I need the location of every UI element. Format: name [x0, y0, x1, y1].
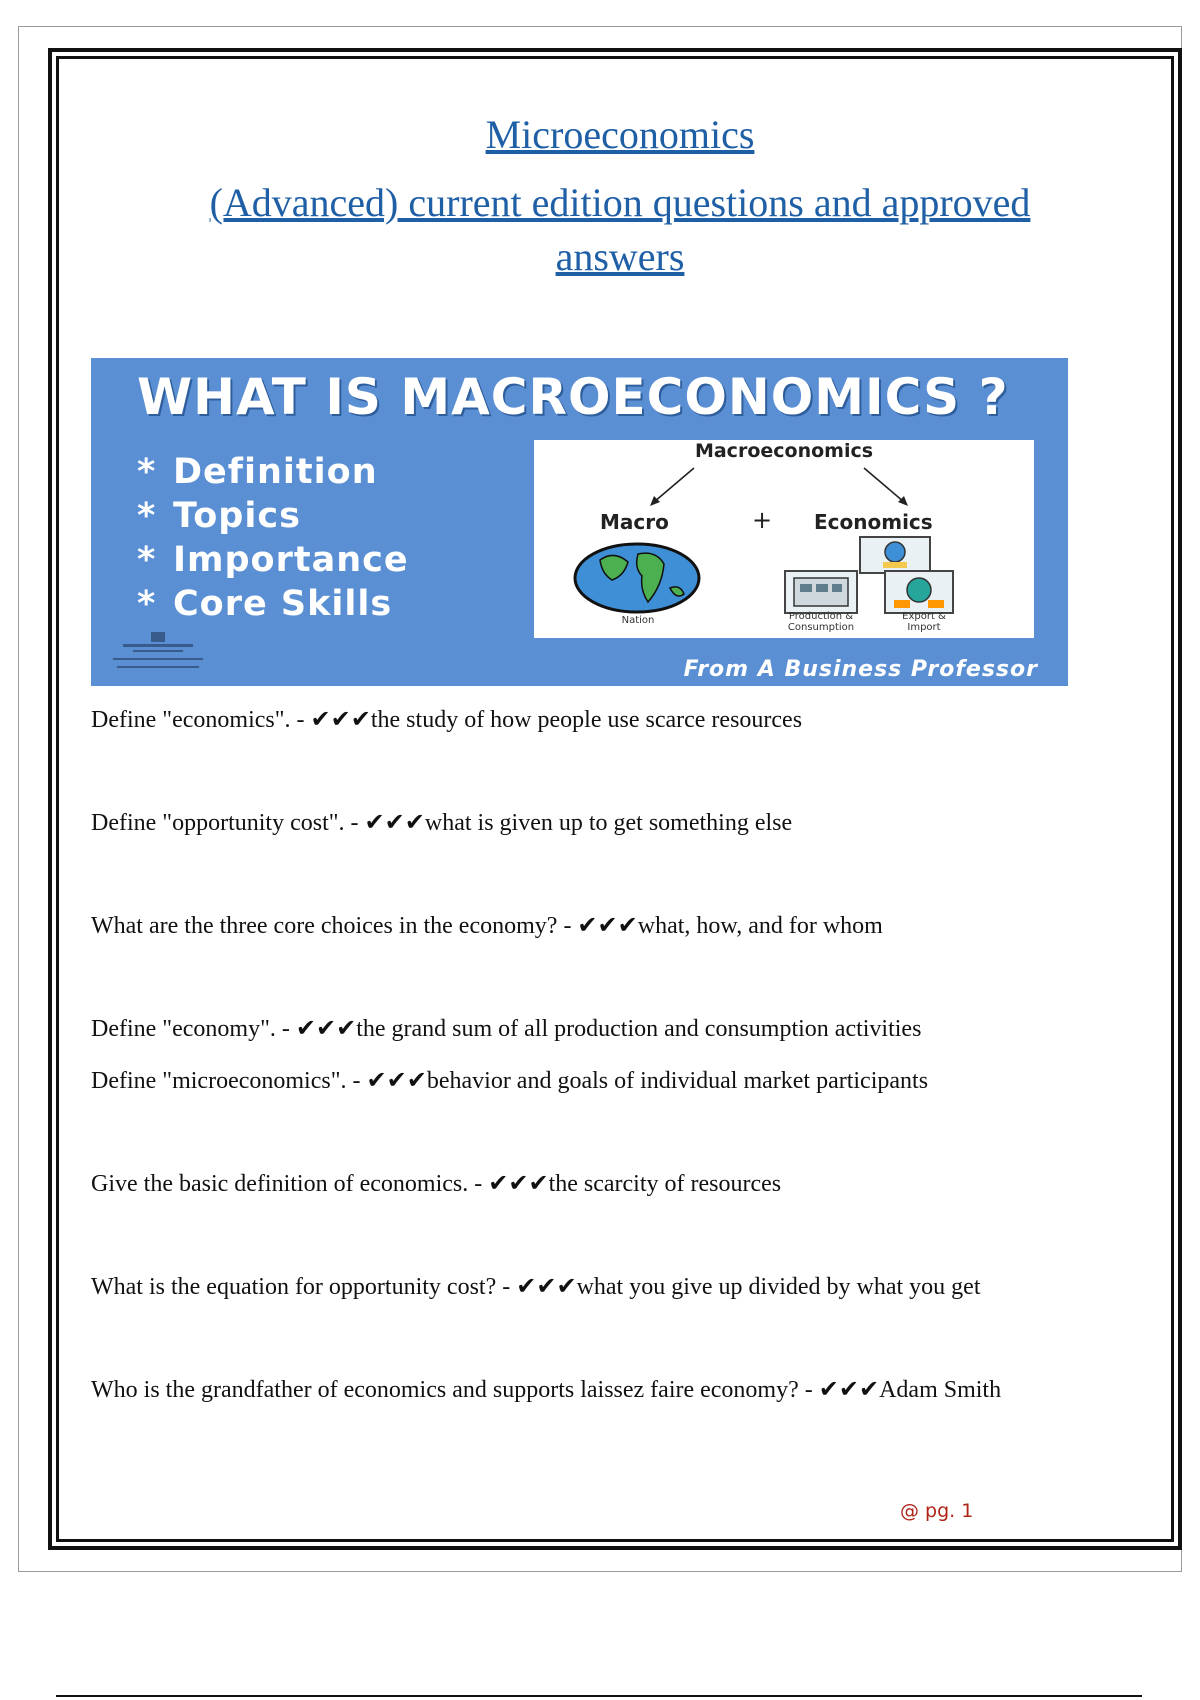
bottom-divider: [56, 1695, 1142, 1697]
page-number: @ pg. 1: [900, 1500, 974, 1522]
export-import-icon: [884, 570, 954, 614]
qa-item: [91, 1166, 1141, 1202]
qa-item: [91, 1011, 1141, 1047]
document-subtitle: [80, 176, 1160, 284]
diagram-plus-sign: +: [752, 506, 773, 534]
bullet-star: *: [137, 496, 157, 536]
qa-checkmarks: - ✔✔✔: [496, 1274, 577, 1300]
qa-question: Who is the grandfather of economics and supports laissez faire economy?: [91, 1377, 799, 1403]
bullet-star: *: [137, 452, 157, 492]
diagram-macro-label: Macro: [600, 510, 669, 534]
qa-answer: the grand sum of all production and consumption activities: [356, 1016, 922, 1042]
qa-question: What are the three core choices in the economy?: [91, 913, 558, 939]
qa-question: Define "economics".: [91, 707, 291, 733]
banner-topic-item: [137, 538, 409, 582]
qa-checkmarks: - ✔✔✔: [346, 1068, 427, 1094]
qa-answer: the scarcity of resources: [548, 1171, 782, 1197]
qa-checkmarks: - ✔✔✔: [275, 1016, 357, 1042]
banner-topic-label: Importance: [173, 540, 409, 580]
diagram-title: Macroeconomics: [694, 440, 874, 462]
banner-heading: WHAT IS MACROECONOMICS ?: [137, 368, 1009, 426]
banner-topic-list: [137, 450, 409, 626]
qa-answer: what is given up to get something else: [424, 810, 793, 836]
banner-topic-label: Topics: [173, 496, 301, 536]
diagram-production-label: Production & Consumption: [787, 611, 855, 633]
qa-item: [91, 1063, 1141, 1099]
banner-footer-text: From A Business Professor: [683, 657, 1038, 682]
qa-answer: behavior and goals of individual market participants: [426, 1068, 929, 1094]
qa-question: What is the equation for opportunity cost?: [91, 1274, 497, 1300]
macroeconomics-banner-image: [91, 358, 1068, 686]
qa-checkmarks: - ✔✔✔: [290, 707, 371, 733]
banner-topic-item: [137, 494, 409, 538]
diagram-economics-label: Economics: [814, 510, 933, 534]
qa-item: [91, 908, 1141, 944]
banner-topic-item: [137, 450, 409, 494]
macroeconomics-diagram: [534, 440, 1034, 638]
qa-item: [91, 805, 1141, 841]
publisher-logo-icon: [103, 628, 213, 676]
qa-checkmarks: - ✔✔✔: [468, 1171, 549, 1197]
qa-question: Define "economy".: [91, 1016, 276, 1042]
production-consumption-icon: [784, 570, 858, 614]
qa-question: Define "microeconomics".: [91, 1068, 347, 1094]
qa-item: [91, 1269, 1141, 1305]
qa-question: Give the basic definition of economics.: [91, 1171, 469, 1197]
gdp-icon: [859, 536, 931, 574]
banner-topic-label: Definition: [173, 452, 378, 492]
diagram-arrows-icon: [534, 440, 1034, 520]
document-title: Microeconomics: [485, 112, 755, 157]
diagram-export-label: Export & Import: [902, 611, 946, 633]
globe-icon: [572, 540, 702, 616]
bullet-star: *: [137, 540, 157, 580]
qa-answer: what you give up divided by what you get: [576, 1274, 981, 1300]
qa-checkmarks: - ✔✔✔: [344, 810, 425, 836]
qa-answer: what, how, and for whom: [637, 913, 883, 939]
qa-checkmarks: - ✔✔✔: [557, 913, 638, 939]
bullet-star: *: [137, 584, 157, 624]
qa-item: [91, 1372, 1091, 1408]
banner-topic-label: Core Skills: [173, 584, 393, 624]
qa-checkmarks: - ✔✔✔: [798, 1377, 880, 1403]
qa-answer: the study of how people use scarce resources: [370, 707, 803, 733]
qa-question: Define "opportunity cost".: [91, 810, 345, 836]
document-subtitle-line2: answers: [555, 234, 685, 279]
document-subtitle-line1: (Advanced) current edition questions and approved: [209, 180, 1031, 225]
qa-item: [91, 702, 1141, 738]
banner-topic-item: [137, 582, 409, 626]
diagram-nation-label: Nation: [621, 615, 655, 626]
qa-answer: Adam Smith: [879, 1377, 1002, 1403]
